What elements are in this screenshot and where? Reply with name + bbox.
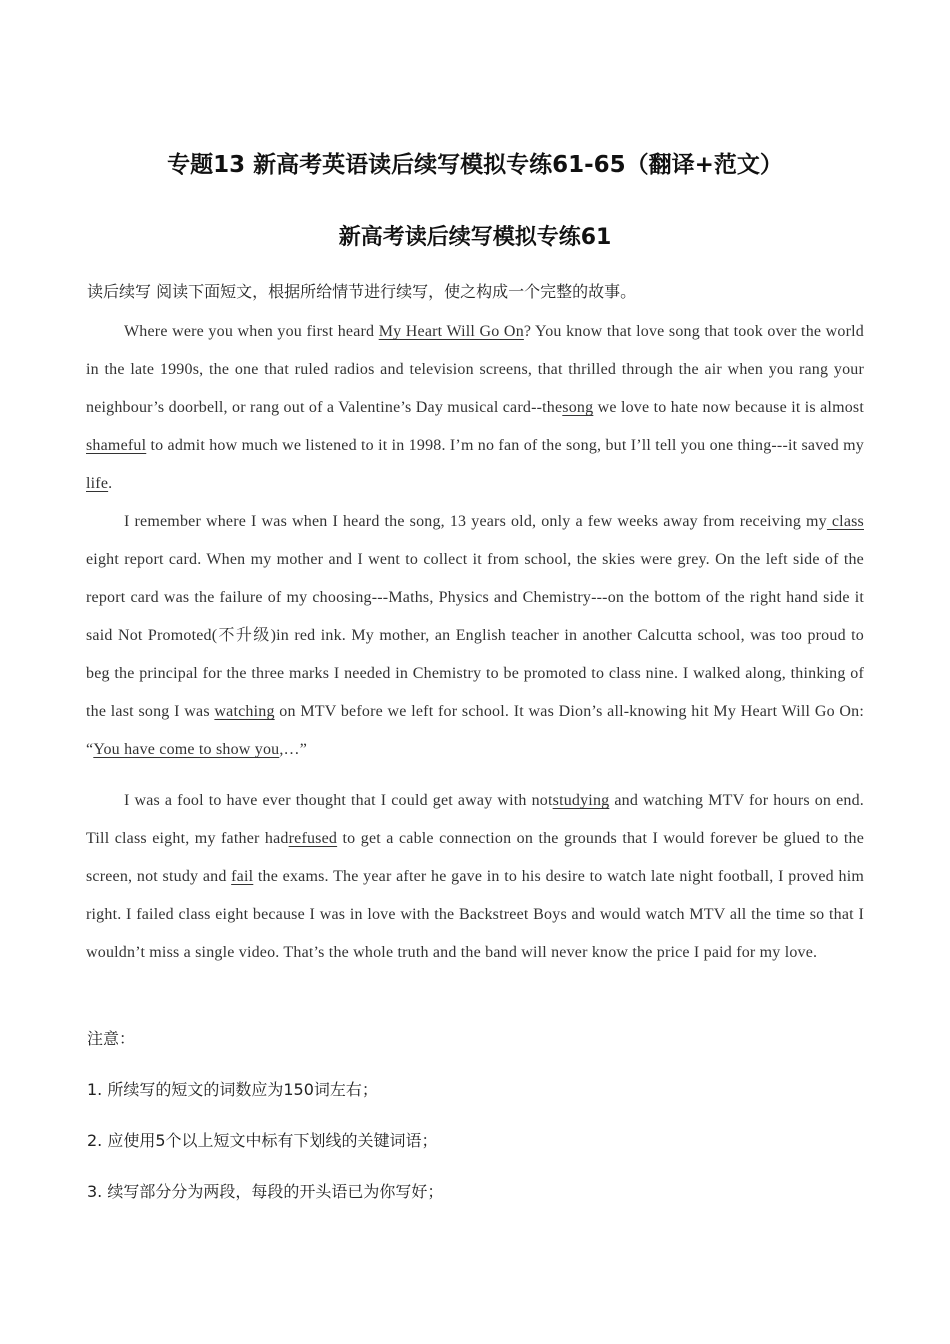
- key-word: song: [562, 399, 594, 416]
- key-word: refused: [288, 830, 338, 847]
- key-word: class: [826, 513, 864, 530]
- notes-heading: 注意：: [87, 1029, 136, 1048]
- text-run: .: [108, 475, 113, 492]
- key-word: shameful: [86, 437, 147, 454]
- text-run: I was a fool to have ever thought that I could get away with not: [124, 792, 553, 809]
- passage-paragraph-1: [86, 313, 864, 503]
- text-run: on MTV before we left for school. It was Dion’s all-knowing hit My Heart Will Go On: “: [86, 703, 865, 758]
- key-word: fail: [231, 868, 254, 885]
- key-word: My Heart Will Go On: [378, 323, 524, 340]
- text-run: ,…”: [279, 741, 308, 758]
- note-item: 2. 应使用5个以上短文中标有下划线的关键词语；: [87, 1131, 438, 1150]
- task-instruction: 读后续写 阅读下面短文，根据所给情节进行续写，使之构成一个完整的故事。: [87, 282, 637, 301]
- key-word: life: [86, 475, 109, 492]
- document-title: 专题13 新高考英语读后续写模拟专练61-65（翻译+范文）: [167, 152, 783, 178]
- document-subtitle: 新高考读后续写模拟专练61: [338, 225, 612, 250]
- key-word: You have come to show you: [93, 741, 280, 758]
- text-run: eight report card. When my mother and I went to collect it from school, the skies were grey. On the left side of the report card was the failure of my choosing---Maths, Physics and Chemistry---on the bottom of the right hand side it said Not Promoted(不升级)in red ink. My mother, an English teacher in another Calcutta school, was too proud to beg the principal for the three marks I needed in Chemistry to be promoted to class nine. I walked along, thinking of the last song I was: [86, 551, 864, 720]
- text-run: ? You know that love song that took over the world in the late 1990s, the one that ruled radios and television screens, that thrilled through the air when you rang your neighbour’s doorbell, or rang out of a Valentine’s Day musical card--the: [86, 323, 864, 416]
- text-run: to get a cable connection on the grounds that I would forever be glued to the screen, not study and: [86, 830, 864, 885]
- text-run: and watching MTV for hours on end. Till class eight, my father had: [86, 792, 864, 847]
- text-run: I remember where I was when I heard the song, 13 years old, only a few weeks away from receiving my: [124, 513, 827, 530]
- key-word: watching: [214, 703, 275, 720]
- text-run: to admit how much we listened to it in 1998. I’m no fan of the song, but I’ll tell you one thing---it saved my: [146, 437, 864, 454]
- note-item: 1. 所续写的短文的词数应为150词左右；: [87, 1080, 378, 1099]
- text-run: we love to hate now because it is almost: [593, 399, 864, 416]
- note-item: 3. 续写部分分为两段，每段的开头语已为你写好；: [87, 1182, 444, 1201]
- passage-paragraph-2: [86, 503, 864, 769]
- passage-paragraph-3: [86, 782, 864, 972]
- text-run: the exams. The year after he gave in to his desire to watch late night football, I proved him right. I failed class eight because I was in love with the Backstreet Boys and would watch MTV all the time so that I wouldn’t miss a single video. That’s the whole truth and the band will never know the price I paid for my love.: [86, 868, 864, 961]
- key-word: studying: [552, 792, 610, 809]
- text-run: Where were you when you first heard: [124, 323, 379, 340]
